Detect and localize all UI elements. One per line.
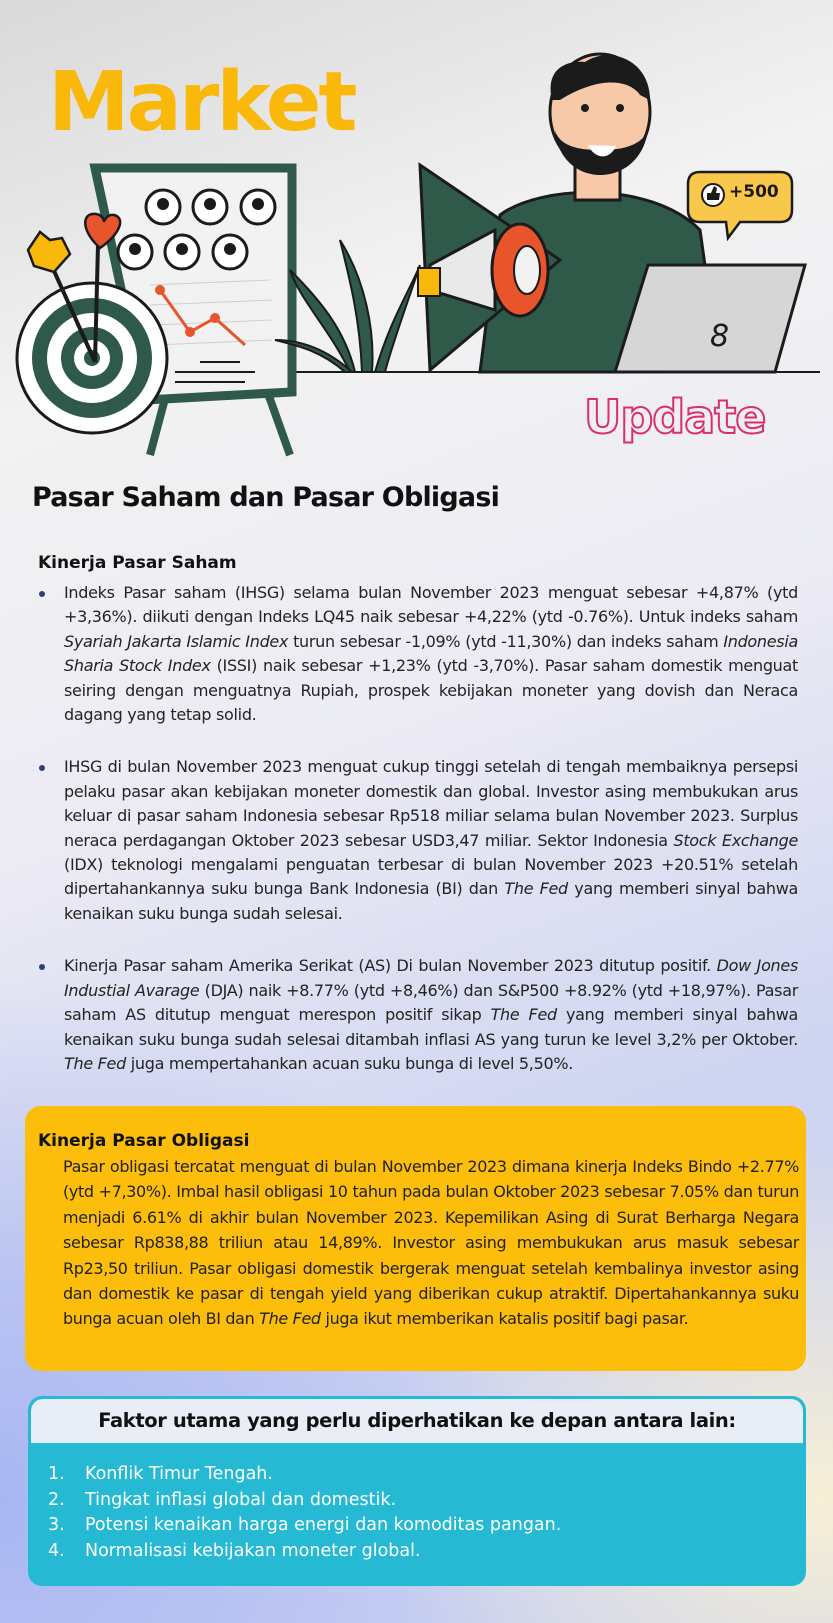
text-run: Pasar obligasi tercatat menguat di bulan November 2023 dimana kinerja Indeks Bindo +2.77% (ytd +7,30%). Imbal hasil obligasi 10 tahun pada bulan Oktober 2023 sebesar 7.05% dan turun menjadi 6.61% di akhir bulan November 2023. Kepemilikan Asing di Surat Berharga Negara sebesar Rp838,88 triliun atau 14,89%. Investor asing membukukan arus masuk sebesar Rp23,50 triliun. Pasar obligasi domestik bergerak menguat setelah kembalinya investor asing dan domestik ke pasar di tengah yield yang diberikan cukup atraktif. Dipertahankannya suku bunga acuan oleh BI dan (63, 1157, 799, 1329)
stocks-bullet-item (38, 581, 798, 727)
stocks-section (38, 553, 798, 1076)
bullet-dot-icon (39, 765, 45, 771)
factor-number: 3. (48, 1515, 65, 1535)
stocks-heading: Kinerja Pasar Saham (38, 553, 237, 573)
factor-item (48, 1462, 561, 1488)
text-run: IHSG di bulan November 2023 menguat cukup tinggi setelah di tengah membaiknya persepsi pelaku pasar akan kebijakan moneter domestik dan global. Investor asing membukukan arus keluar di pasar saham Indonesia sebesar Rp518 miliar selama bulan November 2023. Surplus neraca perdagangan Oktober 2023 sebesar USD3,47 miliar. Sektor Indonesia (64, 757, 798, 850)
factor-text: Normalisasi kebijakan moneter global. (85, 1540, 421, 1561)
factor-number: 1. (48, 1464, 65, 1484)
bonds-paragraph (63, 1154, 799, 1332)
thumbs-up-icon (28, 232, 70, 272)
stocks-bullet-list (38, 581, 798, 1076)
hero-illustration (0, 0, 833, 470)
italic-term: Indonesia Sharia Stock Index (64, 631, 798, 676)
hero-title-update: Update (584, 390, 766, 444)
italic-term: Dow Jones Industial Avarage (64, 956, 798, 1000)
text-run: (ISSI) naik sebesar +1,23% (ytd -3,70%). Pasar saham domestik menguat seiring dengan menguatnya Rupiah, prospek kebijakan moneter yang dovish dan Neraca dagang yang tetap solid. (64, 656, 798, 725)
factor-item (48, 1539, 561, 1565)
italic-term: Stock Exchange (673, 830, 798, 850)
factor-number: 2. (48, 1489, 65, 1510)
laptop-glyph: 8 (710, 319, 730, 354)
bonds-heading: Kinerja Pasar Obligasi (38, 1131, 250, 1151)
text-run: turun sebesar -1,09% (ytd -11,30%) dan indeks saham (288, 631, 724, 651)
stocks-bullet-item (38, 755, 798, 926)
factors-list (48, 1462, 561, 1564)
text-run: yang memberi sinyal bahwa kenaikan suku bunga sudah selesai ditambah inflasi AS yang turun ke level 3,2% per Oktober. (64, 1005, 798, 1049)
page-title: Pasar Saham dan Pasar Obligasi (32, 482, 500, 513)
text-run: yang memberi sinyal bahwa kenaikan suku bunga sudah selesai. (64, 879, 798, 923)
italic-term: The Fed (64, 1053, 126, 1073)
bullet-dot-icon (39, 591, 45, 597)
hero-title-market: Market (48, 55, 355, 150)
bonds-section (25, 1106, 806, 1371)
italic-term: The Fed (490, 1005, 557, 1025)
factor-number: 4. (48, 1540, 65, 1561)
plant-icon (275, 240, 420, 372)
text-run: Indeks Pasar saham (IHSG) selama bulan November 2023 menguat sebesar +4,87% (ytd +3,36%). diikuti dengan Indeks LQ45 naik sebesar +4,22% (ytd -0.76%). Untuk indeks saham (64, 583, 798, 627)
text-run: (DJA) naik +8.77% (ytd +8,46%) dan S&P500 +8.92% (ytd +18,97%). Pasar saham AS ditutup menguat merespon positif sikap (64, 980, 798, 1025)
factor-text: Konflik Timur Tengah. (85, 1464, 273, 1484)
text-run: Kinerja Pasar saham Amerika Serikat (AS) Di bulan November 2023 ditutup positif. (64, 956, 717, 976)
text-run: juga mempertahankan acuan suku bunga di level 5,50%. (125, 1053, 574, 1073)
factor-item (48, 1488, 561, 1514)
factor-text: Tingkat inflasi global dan domestik. (85, 1489, 397, 1510)
bullet-dot-icon (39, 964, 45, 970)
factor-item (48, 1513, 561, 1539)
italic-term: The Fed (504, 879, 568, 899)
likes-count: +500 (729, 182, 779, 202)
factor-text: Potensi kenaikan harga energi dan komoditas pangan. (85, 1515, 562, 1535)
text-run: (IDX) teknologi mengalami penguatan terbesar di bulan November 2023 +20.51% setelah dipertahankannya suku bunga Bank Indonesia (BI) dan (64, 855, 798, 899)
laptop-icon (615, 265, 805, 372)
stocks-bullet-item (38, 954, 798, 1076)
italic-term: Syariah Jakarta Islamic Index (64, 631, 289, 651)
text-run: juga ikut memberikan katalis positif bagi pasar. (320, 1309, 689, 1329)
factors-panel (28, 1396, 806, 1586)
factors-heading: Faktor utama yang perlu diperhatikan ke depan antara lain: (31, 1399, 803, 1443)
italic-term: The Fed (259, 1309, 321, 1329)
